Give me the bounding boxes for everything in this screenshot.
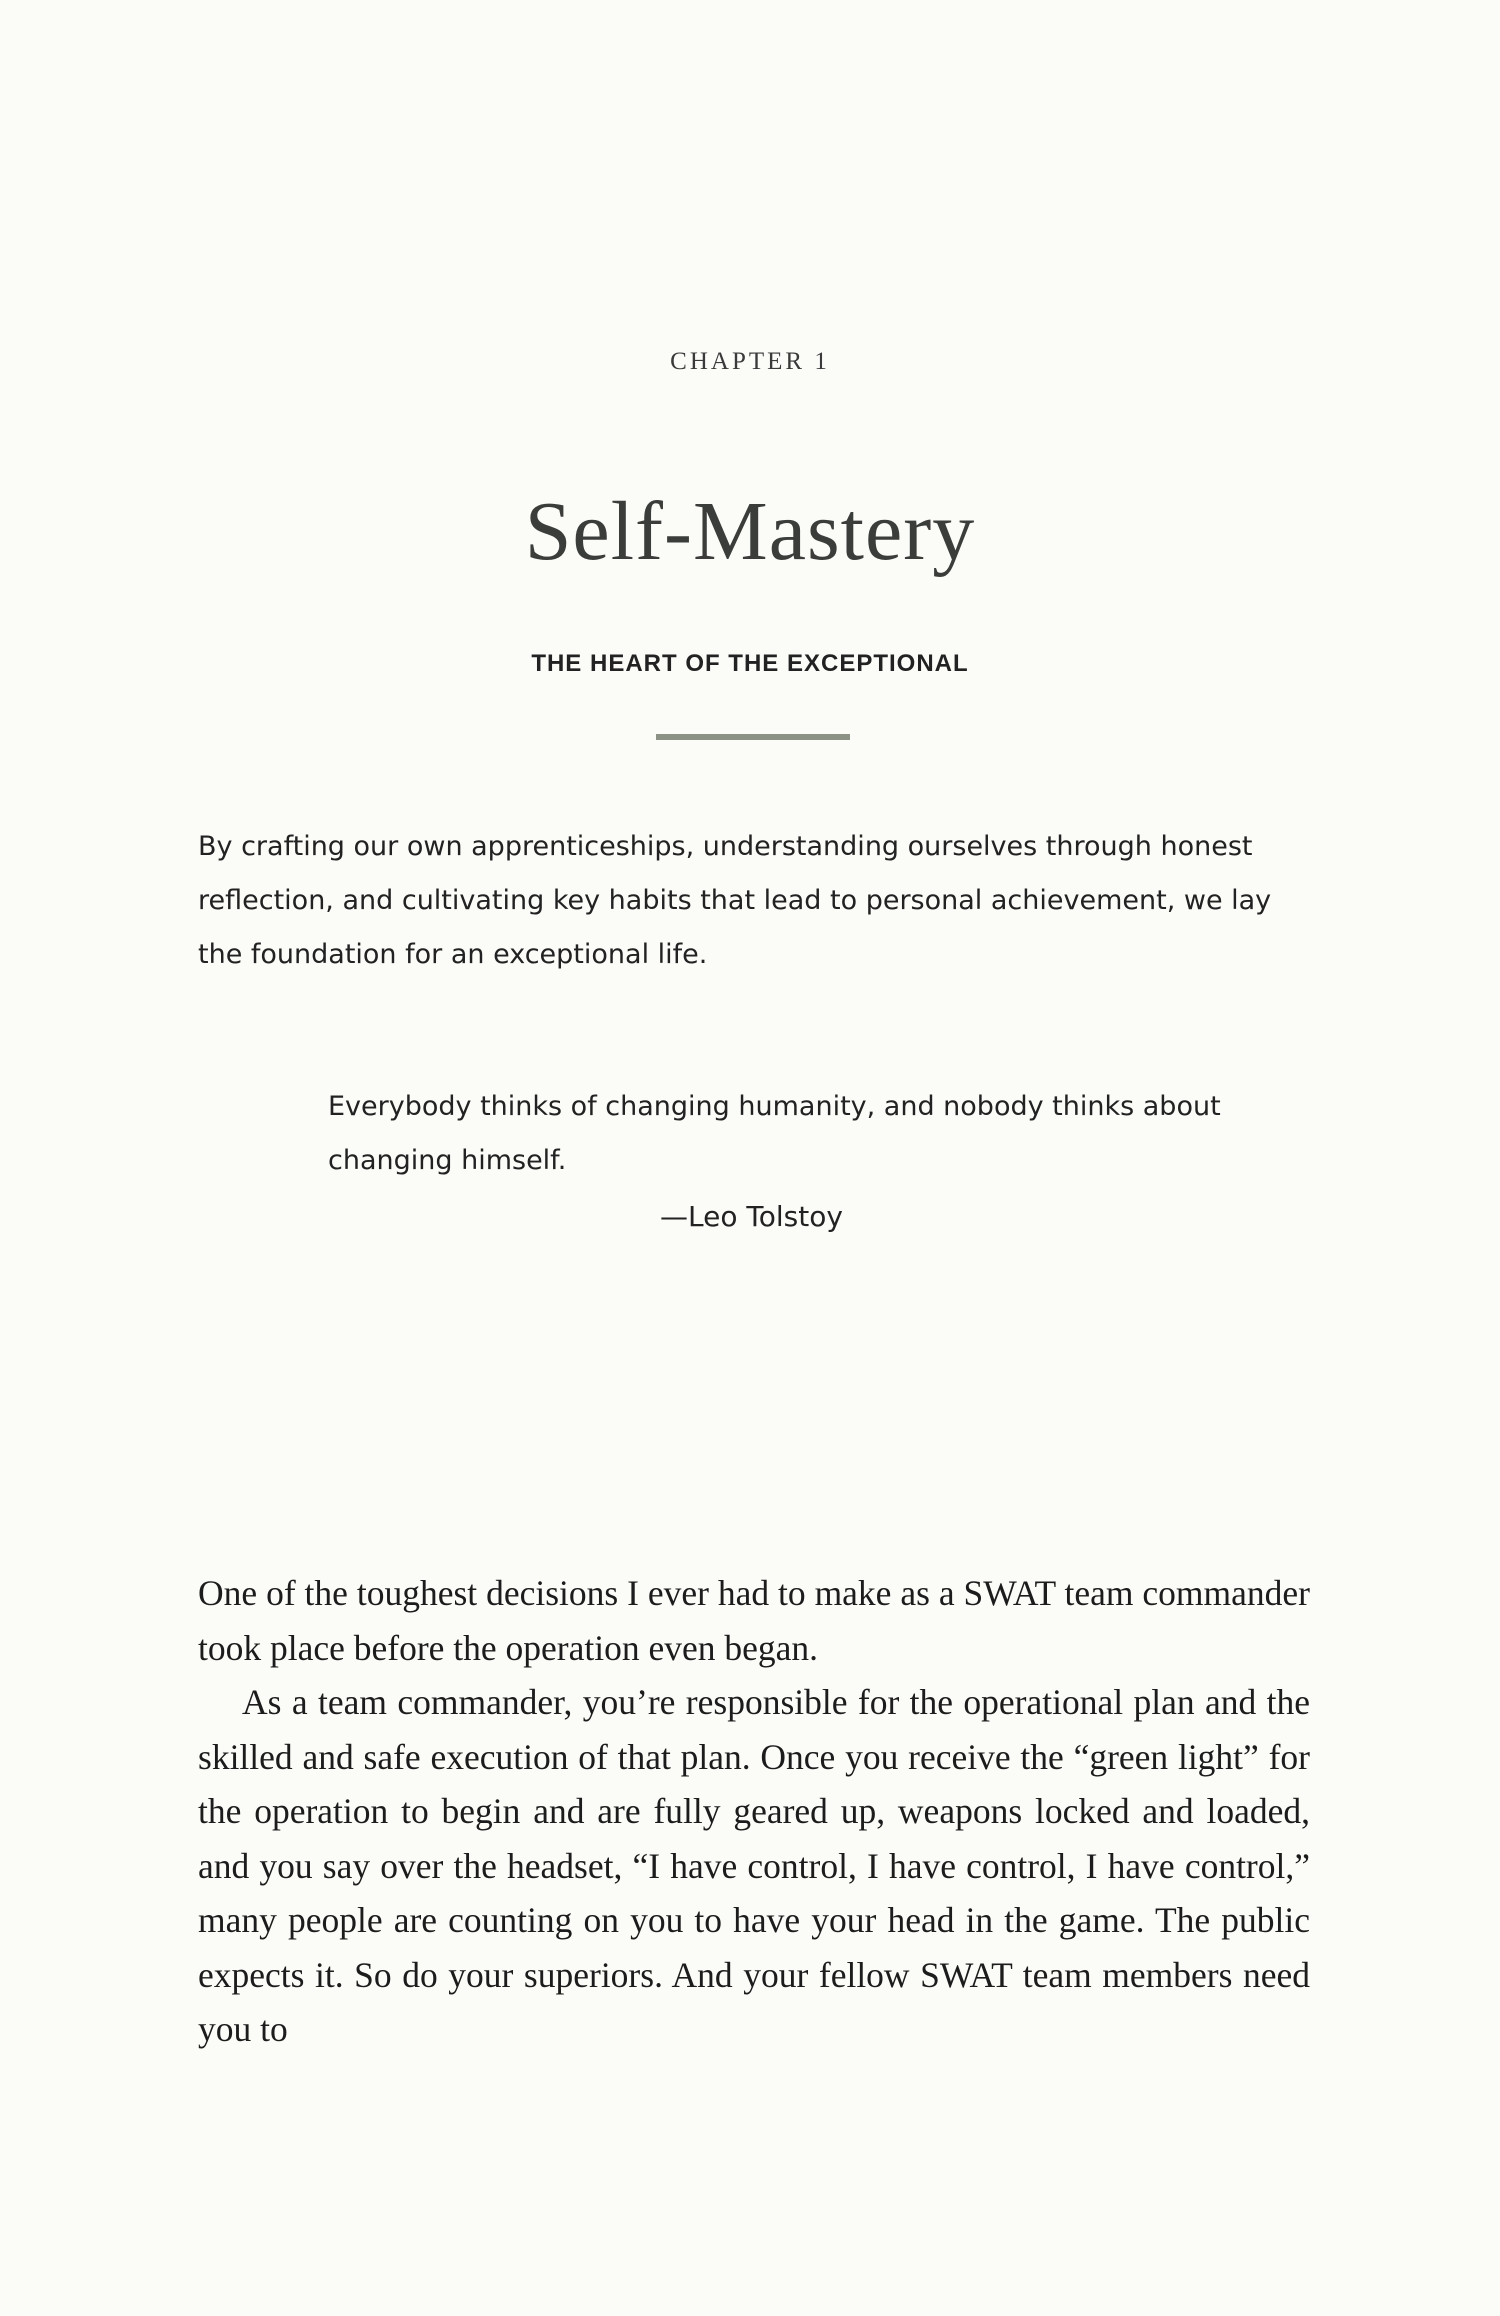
chapter-intro: By crafting our own apprenticeships, understanding ourselves through honest reflection, and cultivating key habits that lead to personal achievement, we lay the foundation for an exceptional life. (198, 831, 1272, 970)
chapter-title: Self-Mastery (524, 485, 976, 578)
body-text (198, 1566, 1310, 2057)
chapter-divider (656, 734, 850, 740)
chapter-label: CHAPTER 1 (670, 348, 830, 375)
chapter-subtitle: THE HEART OF THE EXCEPTIONAL (531, 650, 969, 677)
body-paragraph: One of the toughest decisions I ever had to make as a SWAT team commander took place before the operation even began. (198, 1573, 1310, 1668)
epigraph-attribution: —Leo Tolstoy (660, 1200, 843, 1233)
epigraph-quote: Everybody thinks of changing humanity, and nobody thinks about changing himself. (328, 1091, 1221, 1176)
body-paragraph: As a team commander, you’re responsible for the operational plan and the skilled and safe execution of that plan. Once you receive the “green light” for the operation to begin and are fully geared up, weapons locked and loaded, and you say over the headset, “I have control, I have control, I have control,” many people are counting on you to have your head in the game. The public expects it. So do your superiors. And your fellow SWAT team members need you to (198, 1682, 1310, 2049)
